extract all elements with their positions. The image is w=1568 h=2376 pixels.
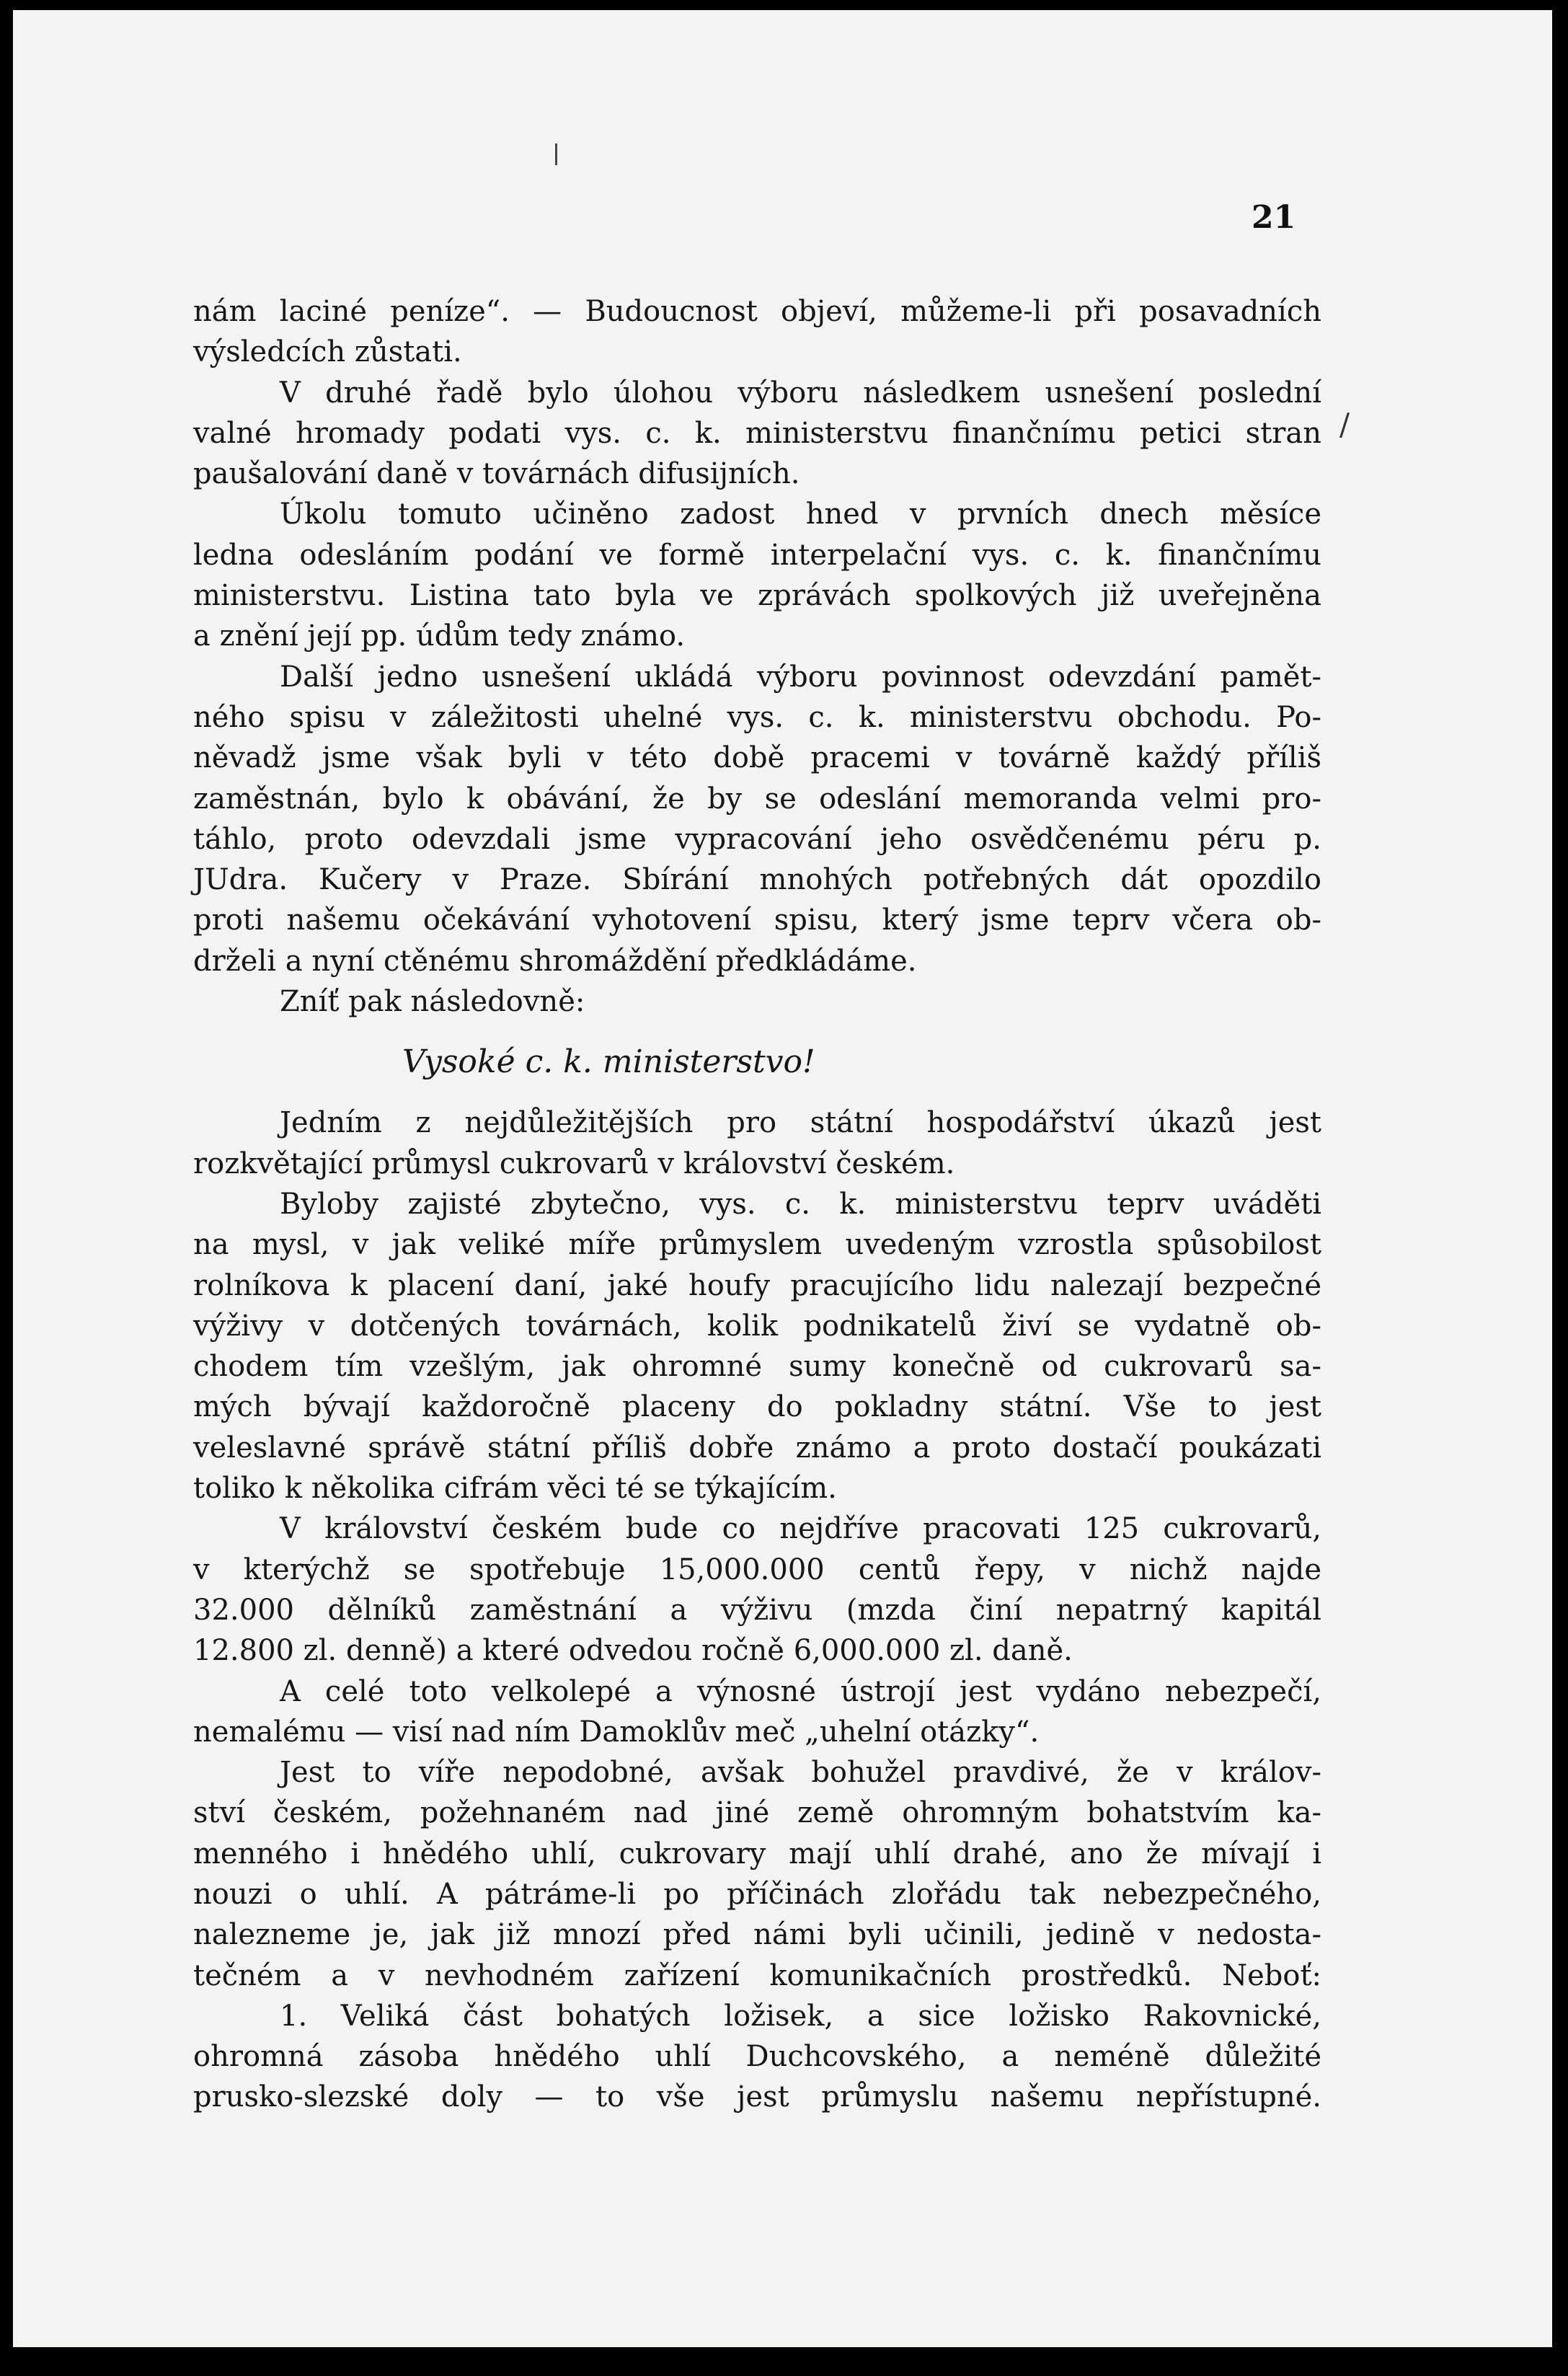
text-line: Byloby zajisté zbytečno, vys. c. k. ministerstvu teprv uváděti (280, 1187, 1321, 1221)
text-line: výživy v dotčených továrnách, kolik podnikatelů živí se vydatně ob- (193, 1309, 1321, 1343)
text-line: ohromná zásoba hnědého uhlí Duchcovského, a neméně důležité (193, 2040, 1321, 2074)
text-line: A celé toto velkolepé a výnosné ústrojí jest vydáno nebezpečí, (280, 1674, 1321, 1708)
text-line: veleslavné správě státní příliš dobře známo a proto dostačí poukázati (193, 1431, 1321, 1465)
text-line: ledna odesláním podání ve formě interpelační vys. c. k. finančnímu (193, 538, 1321, 572)
text-line: ství českém, požehnaném nad jiné země ohromným bohatstvím ka- (193, 1796, 1321, 1830)
text-line: nalezneme je, jak již mnozí před námi byli učinili, jedině v nedosta- (193, 1918, 1321, 1952)
text-line: táhlo, proto odevzdali jsme vypracování jeho osvědčenému péru p. (193, 822, 1321, 856)
text-line: výsledcích zůstati. (193, 335, 462, 369)
text-line: drželi a nyní ctěnému shromáždění předkládáme. (193, 944, 917, 978)
scan-border (0, 2347, 1568, 2376)
text-line: V království českém bude co nejdříve pracovati 125 cukrovarů, (280, 1512, 1321, 1546)
text-line: valné hromady podati vys. c. k. ministerstvu finančnímu petici stran (193, 416, 1321, 450)
text-line: něvadž jsme však byli v této době pracemi v továrně každý příliš (193, 741, 1321, 775)
text-line: tečném a v nevhodném zařízení komunikačních prostředků. Neboť: (193, 1958, 1321, 1992)
text-line: menného i hnědého uhlí, cukrovary mají uhlí drahé, ano že mívají i (193, 1837, 1321, 1871)
text-line: nemalému — visí nad ním Damoklův meč „uhelní otázky“. (193, 1715, 1040, 1749)
text-line: 1. Veliká část bohatých ložisek, a sice ložisko Rakovnické, (280, 1999, 1321, 2033)
text-line: toliko k několika cifrám věci té se týkajícím. (193, 1472, 837, 1506)
text-line: V druhé řadě bylo úlohou výboru následkem usnešení poslední (280, 376, 1321, 410)
text-line: paušalování daně v továrnách difusijních. (193, 457, 800, 491)
margin-pencil-mark: / (1339, 407, 1350, 442)
text-line: 12.800 zl. denně) a které odvedou ročně 6,000.000 zl. daně. (193, 1634, 1073, 1668)
text-line: 32.000 dělníků zaměstnání a výživu (mzda činí nepatrný kapitál (193, 1593, 1321, 1627)
text-line: Zníť pak následovně: (280, 985, 585, 1019)
text-line: na mysl, v jak veliké míře průmyslem uvedeným vzrostla spůsobilost (193, 1228, 1321, 1262)
text-line: a znění její pp. údům tedy známo. (193, 619, 686, 653)
text-line: Jedním z nejdůležitějších pro státní hospodářství úkazů jest (280, 1106, 1321, 1140)
memorandum-heading: Vysoké c. k. ministerstvo! (402, 1043, 815, 1081)
text-line: proti našemu očekávání vyhotovení spisu, který jsme teprv včera ob- (193, 904, 1321, 937)
text-line: JUdra. Kučery v Praze. Sbírání mnohých potřebných dát opozdilo (193, 863, 1321, 897)
text-line: Jest to víře nepodobné, avšak bohužel pravdivé, že v králov- (280, 1756, 1321, 1790)
text-line: v kterýchž se spotřebuje 15,000.000 centů řepy, v nichž najde (193, 1553, 1321, 1586)
text-line: nám laciné peníze“. — Budoucnost objeví, můžeme-li při posavadních (193, 295, 1321, 328)
text-line: prusko-slezské doly — to vše jest průmyslu našemu nepřístupné. (193, 2080, 1321, 2114)
scanned-page (13, 10, 1552, 2358)
text-line: zaměstnán, bylo k obávání, že by se odeslání memoranda velmi pro- (193, 782, 1321, 816)
text-line: rolníkova k placení daní, jaké houfy pracujícího lidu nalezají bezpečné (193, 1268, 1321, 1302)
text-line: Další jedno usnešení ukládá výboru povinnost odevzdání pamět- (280, 660, 1321, 694)
text-line: nouzi o uhlí. A pátráme-li po příčinách zlořádu tak nebezpečného, (193, 1877, 1321, 1911)
text-line: ministerstvu. Listina tato byla ve zprávách spolkových již uveřejněna (193, 579, 1321, 613)
page-number: 21 (1252, 199, 1296, 236)
top-margin-mark (555, 143, 557, 165)
body-text (193, 291, 1321, 2118)
text-line: ného spisu v záležitosti uhelné vys. c. k. ministerstvu obchodu. Po- (193, 700, 1321, 734)
text-line: mých bývají každoročně placeny do pokladny státní. Vše to jest (193, 1390, 1321, 1424)
text-line: Úkolu tomuto učiněno zadost hned v prvních dnech měsíce (280, 498, 1321, 531)
text-line: chodem tím vzešlým, jak ohromné sumy konečně od cukrovarů sa- (193, 1350, 1321, 1384)
text-line: rozkvětající průmysl cukrovarů v království českém. (193, 1147, 955, 1180)
